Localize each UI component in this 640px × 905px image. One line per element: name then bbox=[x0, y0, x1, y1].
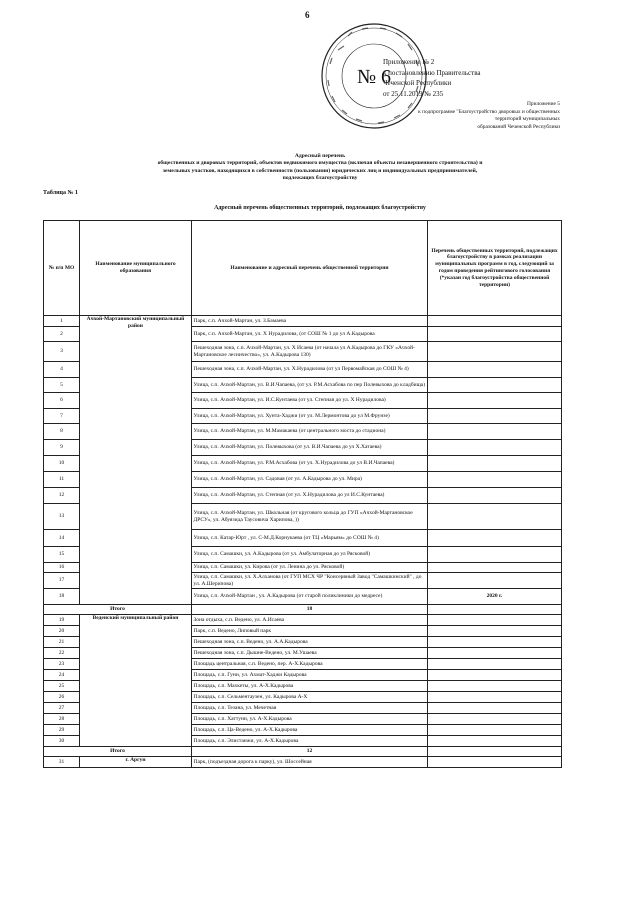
row-number: 23 bbox=[44, 659, 80, 670]
row-address: Улица, с.п. Ачхой-Мартан, ул. Садовая (от ул. А.Кадырова до ул. Мира) bbox=[192, 472, 428, 488]
row-number: 30 bbox=[44, 736, 80, 747]
row-year bbox=[428, 757, 562, 768]
row-year bbox=[428, 393, 562, 409]
row-address: Площадь, с.п. Ца-Ведено, ул. А-Х.Кадырова bbox=[192, 725, 428, 736]
row-year bbox=[428, 440, 562, 456]
table-caption: Таблица № 1 bbox=[43, 190, 79, 196]
row-address: Улица, с.п. Ачхой-Мартан, ул. Р.М.Асхабова (от ул. Х.Нурадилова до ул В.И.Чапаева) bbox=[192, 456, 428, 472]
row-number: 5 bbox=[44, 378, 80, 393]
row-address: Парк, с.п. Ачхой-Мартан, ул. З.Бамаева bbox=[192, 316, 428, 327]
row-number: 15 bbox=[44, 547, 80, 563]
row-address: Зона отдыха, с.п. Ведено, ул. А.Исаева bbox=[192, 615, 428, 626]
total-label: Итого bbox=[44, 605, 192, 615]
row-year bbox=[428, 692, 562, 703]
total-empty bbox=[428, 605, 562, 615]
table-row bbox=[44, 747, 562, 757]
row-address: Улица, с.п. Самашки, ул. А.Кадырова (от ул. Амбулаторная до ул Рясковой) bbox=[192, 547, 428, 563]
row-year: 2020 г. bbox=[428, 589, 562, 605]
row-number: 29 bbox=[44, 725, 80, 736]
appendix5-line: Приложение 5 bbox=[527, 101, 560, 107]
row-number: 18 bbox=[44, 589, 80, 605]
row-year bbox=[428, 316, 562, 327]
header-program: Перечень общественных территорий, подлежащих благоустройству в рамках реализации муниципальных программ в год, следующий за годом проведения рейтингового голосования (*указан год благоустройства общественной территории) bbox=[428, 221, 562, 316]
appendix-block bbox=[383, 57, 481, 99]
row-year bbox=[428, 504, 562, 530]
appendix5-line: образований Чеченской Республики bbox=[477, 123, 560, 130]
row-address: Пешеходная зона, с.п. Ведено, ул. А.А.Кадырова bbox=[192, 637, 428, 648]
row-year bbox=[428, 456, 562, 472]
table-title: Адресный перечень общественных территорий, подлежащих благоустройству bbox=[214, 205, 426, 211]
header-address: Наименование и адресный перечень общественной территории bbox=[192, 221, 428, 316]
row-year bbox=[428, 626, 562, 637]
row-number: 3 bbox=[44, 342, 80, 362]
row-number: 27 bbox=[44, 703, 80, 714]
title-line: земельных участков, находящихся в собственности (пользовании) юридических лиц и индивидуальных предпринимателей, bbox=[162, 167, 478, 174]
appendix-line: Чеченской Республики bbox=[383, 79, 452, 87]
row-year bbox=[428, 637, 562, 648]
row-year bbox=[428, 703, 562, 714]
row-address: Улица, с.п. Самашки, ул. Кирова (от ул. Ленина до ул. Рясковой) bbox=[192, 563, 428, 573]
table-row bbox=[44, 757, 562, 768]
row-address: Площадь центральная, с.п. Ведено, пер. А-Х.Кадырова bbox=[192, 659, 428, 670]
row-year bbox=[428, 362, 562, 378]
row-address: Пешеходная зона, с.п. Ачхой-Мартан, ул. Х.Нурадилова (от ул Первомайская до СОШ № 4) bbox=[192, 362, 428, 378]
row-year bbox=[428, 615, 562, 626]
title-line: подлежащих благоустройству bbox=[282, 175, 358, 182]
row-number: 22 bbox=[44, 648, 80, 659]
row-number: 2 bbox=[44, 327, 80, 342]
row-number: 11 bbox=[44, 472, 80, 488]
row-number: 6 bbox=[44, 393, 80, 409]
address-table bbox=[43, 220, 562, 768]
row-year bbox=[428, 725, 562, 736]
municipality-cell: Веденский муниципальный район bbox=[80, 615, 192, 747]
row-year bbox=[428, 670, 562, 681]
row-address: Площадь, с.п. Гуни, ул. Ахмат-Хаджи Кадырова bbox=[192, 670, 428, 681]
row-year bbox=[428, 424, 562, 440]
row-address: Парк, с.п. Ачхой-Мартан, ул. Х Нурадилова, (от СОШ № 1 до ул А.Кадырова bbox=[192, 327, 428, 342]
row-address: Улица, с.п. Ачхой-Мартан, ул. В.И.Чапаева, (от ул. Р.М.Асхабова по пер Полевыхова до кладбища) bbox=[192, 378, 428, 393]
row-year bbox=[428, 530, 562, 547]
row-address: Площадь, с.п. Элистанжи, ул. А-Х.Кадырова bbox=[192, 736, 428, 747]
row-address: Площадь, с.п. Хаттуни, ул. А-Х.Кадырова bbox=[192, 714, 428, 725]
title-line: общественных и дворовых территорий, объектов недвижимого имущества (включая объекты незавершенного строительства) и bbox=[157, 160, 483, 167]
appendix-line: от 25.11.2019 № 235 bbox=[383, 89, 444, 98]
row-number: 19 bbox=[44, 615, 80, 626]
row-number: 9 bbox=[44, 440, 80, 456]
header-municipality: Наименование муниципального образования bbox=[80, 221, 192, 316]
row-number: 31 bbox=[44, 757, 80, 768]
row-address: Площадь, с.п. Махкеты, ул. А-Х.Кадырова bbox=[192, 681, 428, 692]
row-year bbox=[428, 659, 562, 670]
municipality-cell: Ачхой-Мартановский муниципальный район bbox=[80, 316, 192, 605]
header-num: № п/п МО bbox=[44, 221, 80, 316]
row-address: Улица, с.п. Ачхой-Мартан, ул. М.Мамакаева (от центрального моста до стадиона) bbox=[192, 424, 428, 440]
row-year bbox=[428, 714, 562, 725]
row-number: 17 bbox=[44, 573, 80, 589]
row-year bbox=[428, 736, 562, 747]
row-number: 16 bbox=[44, 563, 80, 573]
total-value: 18 bbox=[192, 605, 428, 615]
row-address: Улица, с.п. Ачхой-Мартан, ул. И.С.Кунтаева (от ул. Степная до ул. Х Нурадилова) bbox=[192, 393, 428, 409]
row-address: Площадь, с.п. Сельментаузен, ул. Кадырова А-Х bbox=[192, 692, 428, 703]
table-row bbox=[44, 615, 562, 626]
row-address: Пешеходная зона, с.п. Ачхой-Мартан, ул. Х Исаева (от начала ул А.Кадырова до ГКУ «Ачхой-Мартановское лесничество», ул. А.Кадырова 130) bbox=[192, 342, 428, 362]
appendix-line: Приложение № 2 bbox=[383, 58, 435, 66]
appendix5-line: территорий муниципальных bbox=[494, 116, 560, 122]
row-address: Улица, с.п. Катар-Юрт , ул. С-М.Д.Корнукаева (от ТЦ «Марьям» до СОШ № 4) bbox=[192, 530, 428, 547]
row-number: 28 bbox=[44, 714, 80, 725]
row-year bbox=[428, 573, 562, 589]
row-number: 21 bbox=[44, 637, 80, 648]
row-year bbox=[428, 488, 562, 504]
table-body bbox=[44, 316, 562, 768]
row-number: 13 bbox=[44, 504, 80, 530]
table-row bbox=[44, 316, 562, 327]
appendix-5-block bbox=[350, 101, 560, 131]
row-number: 12 bbox=[44, 488, 80, 504]
row-year bbox=[428, 472, 562, 488]
row-year bbox=[428, 648, 562, 659]
row-address: Улица, с.п. Самашки, ул. Х.Алханова (от ГУП МСХ ЧР "Консервный Завод "Самашкинский" , до ул. А.Шерипова) bbox=[192, 573, 428, 589]
row-number: 20 bbox=[44, 626, 80, 637]
row-year bbox=[428, 342, 562, 362]
row-year bbox=[428, 327, 562, 342]
row-address: Улица, с.п. Ачхой-Мартан, ул. Полевыхова (от ул. В.И.Чапаева до ул Х.Хатаева) bbox=[192, 440, 428, 456]
row-number: 7 bbox=[44, 409, 80, 424]
row-year bbox=[428, 547, 562, 563]
municipality-cell: г. Аргун bbox=[80, 757, 192, 768]
total-value: 12 bbox=[192, 747, 428, 757]
page-number: 6 bbox=[305, 10, 310, 20]
appendix5-line: к подпрограмме "Благоустройство дворовых и общественных bbox=[418, 108, 560, 115]
row-number: 4 bbox=[44, 362, 80, 378]
table-row bbox=[44, 605, 562, 615]
title-line: Адресный перечень bbox=[294, 153, 346, 159]
row-year bbox=[428, 563, 562, 573]
row-number: 8 bbox=[44, 424, 80, 440]
row-address: Улица, с.п. Ачхой-Мартан , ул. А.Кадырова (от старой поликлиники до медресе) bbox=[192, 589, 428, 605]
row-address: Пешеходная зона, с.п. Дышне-Ведено, ул. М.Ушаева bbox=[192, 648, 428, 659]
row-address: Площадь, с.п. Тезана, ул. Мечетная bbox=[192, 703, 428, 714]
row-number: 10 bbox=[44, 456, 80, 472]
row-number: 26 bbox=[44, 692, 80, 703]
stamp-number: № 6 bbox=[356, 66, 392, 88]
document-title bbox=[40, 153, 600, 183]
row-year bbox=[428, 681, 562, 692]
row-address: Улица, с.п. Ачхой-Мартан, ул. Школьная (от кругового кольца до ГУП «Ачхой-Мартановское ДРСУ», ул. Абуязида Таусовича Харипова, )) bbox=[192, 504, 428, 530]
total-empty bbox=[428, 747, 562, 757]
row-address: Улица, с.п. Ачхой-Мартан, ул. Хунта-Хаджи (от ул. М.Лермонтова до ул М.Фрунзе) bbox=[192, 409, 428, 424]
row-address: Улица, с.п. Ачхой-Мартан, ул. Степная (от ул. Х.Нурадилова до ул И.С.Кунтаева) bbox=[192, 488, 428, 504]
appendix-line: к постановлению Правительства bbox=[383, 68, 481, 77]
row-address: Парк, (подъездная дорога к парку), ул. Шоссейная bbox=[192, 757, 428, 768]
table-header-row bbox=[44, 221, 562, 316]
row-number: 1 bbox=[44, 316, 80, 327]
row-year bbox=[428, 409, 562, 424]
row-year bbox=[428, 378, 562, 393]
row-number: 14 bbox=[44, 530, 80, 547]
total-label: Итого bbox=[44, 747, 192, 757]
row-address: Парк, с.п. Ведено, Липовый парк bbox=[192, 626, 428, 637]
row-number: 24 bbox=[44, 670, 80, 681]
row-number: 25 bbox=[44, 681, 80, 692]
